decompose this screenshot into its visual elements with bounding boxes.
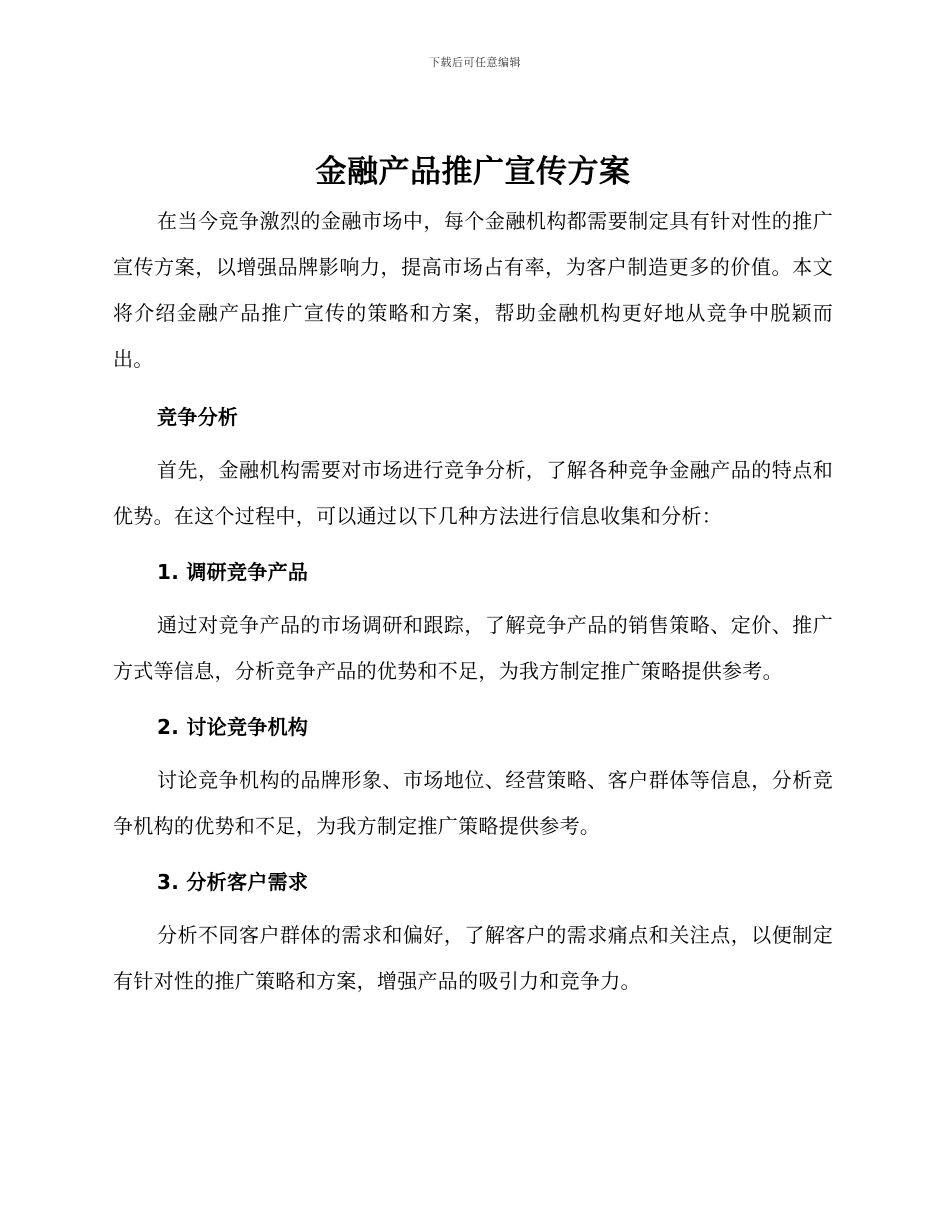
item-heading-2: 2. 讨论竞争机构 — [157, 715, 309, 739]
item-heading-3: 3. 分析客户需求 — [157, 870, 309, 894]
section-paragraph-competition: 首先，金融机构需要对市场进行竞争分析，了解各种竞争金融产品的特点和优势。在这个过程中，可以通过以下几种方法进行信息收集和分析： — [113, 458, 833, 528]
document-title: 金融产品推广宣传方案 — [315, 154, 631, 190]
section-heading-competition: 竞争分析 — [157, 405, 239, 429]
item-paragraph-1: 通过对竞争产品的市场调研和跟踪，了解竞争产品的销售策略、定价、推广方式等信息，分析竞争产品的优势和不足，为我方制定推广策略提供参考。 — [113, 613, 833, 683]
header-note: 下载后可任意编辑 — [429, 56, 521, 69]
item-paragraph-3: 分析不同客户群体的需求和偏好，了解客户的需求痛点和关注点，以便制定有针对性的推广策略和方案，增强产品的吸引力和竞争力。 — [113, 923, 833, 993]
document-body — [113, 150, 833, 1004]
item-heading-1: 1. 调研竞争产品 — [157, 560, 309, 584]
intro-paragraph: 在当今竞争激烈的金融市场中，每个金融机构都需要制定具有针对性的推广宣传方案，以增强品牌影响力，提高市场占有率，为客户制造更多的价值。本文将介绍金融产品推广宣传的策略和方案，帮助金融机构更好地从竞争中脱颖而出。 — [113, 209, 833, 371]
item-paragraph-2: 讨论竞争机构的品牌形象、市场地位、经营策略、客户群体等信息，分析竞争机构的优势和不足，为我方制定推广策略提供参考。 — [113, 768, 833, 838]
